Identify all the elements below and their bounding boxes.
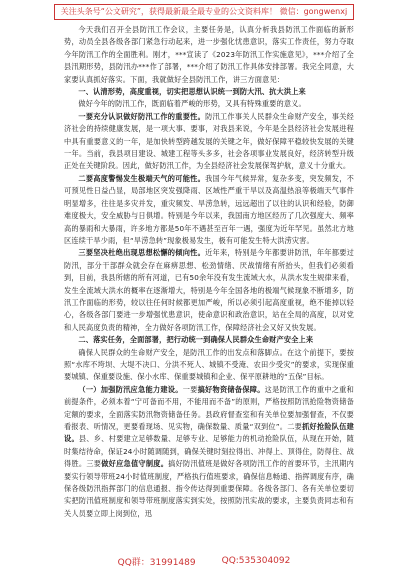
- point-1: [64, 111, 354, 173]
- section-heading-2: 二、落实任务，全面部署，把行动统一到确保人民群众生命财产安全上来: [78, 335, 314, 345]
- subsection-1-lead-3: 三要: [86, 459, 102, 469]
- qq-contact-text: QQ:535304092: [221, 556, 291, 566]
- point-2-title: 二要高度警惕发生极端天气的可能性。: [78, 173, 206, 183]
- point-3: [64, 247, 354, 334]
- subsection-1-item-3-title: 做好应急值守制度。: [101, 459, 169, 469]
- subsection-1-item-2-title: 抓好抢险队伍建设。: [64, 422, 354, 444]
- subsection-1: [64, 384, 354, 520]
- point-3-text: 近年来，特别是今年都要讲防汛，年年都要过防汛，部分干部群众就会存在麻痹思想、松劲情绪、厌战情绪有所抬头，但我们必须看到，目前，我县所辖的所有河道，已有50余年没有发生流域大水，从洪水发生规律来看，发生全流域大洪水的概率在逐渐增大，特别是今年全国各地的极端气候现象不断增多，防汛工作面临的形势，较以往任何时候都更加严峻，所以必须引起高度重视，绝不能掉以轻心，各级各部门要进一步增强忧患意识，使命意识和政治意识，站在全局的高度，以对党和人民高度负责的精神，全力做好各项防汛工作，保障经济社会又好又快发展。: [64, 248, 354, 332]
- document-body: [64, 24, 354, 554]
- footer-banner: [0, 552, 408, 570]
- point-1-text: 防汛工作事关人民群众生命财产安全，事关经济社会的持续健康发展，是一项大事、要事，对我县来说，今年是全县经济社会发展进程中具有重要意义的一年，是加快转型跨越发展的关键之年，做好保障平稳较快发展的关键一年。当前，我县项目建设、城建工程等头多多，社会各项事业发展良好，经济转型升级正处在关键阶段。因此，做好防汛工作，为全县经济社会发展保驾护航，意义十分重大。: [64, 111, 354, 171]
- subsection-1-item-title: 搞好物资储备保障。: [197, 384, 265, 394]
- point-2-text: 我国今年气候异常，复杂多变，突发频发，不可预见性日益凸显，局部地区突发强降雨、区域性严重干旱以及高温热浪等极端天气事件明显增多，往往是多灾并发，重灾频发、旱涝急转，远远超出了以往的认识和经验，防御难度极大，安全威胁与日俱增。特别是今年以来，我国南方地区经历了几次强度大、频率高的暴雨和大暴雨，许多地方都是50年不遇甚至百年一遇，强度为近年罕见。虽然北方地区连续干旱少雨，但“旱涝急转”现象极易发生，极有可能发生特大洪涝灾害。: [64, 173, 354, 245]
- point-3-title: 三要坚决杜绝出现思想松懈的倾向性。: [78, 248, 206, 258]
- section-1-intro: 做好今年的防汛工作，既面临着严峻的形势，又具有特殊重要的意义。: [78, 99, 306, 109]
- top-banner: [0, 2, 408, 22]
- promo-banner-text: 关注头条号“公文研究”，获得最新最全最专业的公文资料库！ 微信：gongwenxj: [54, 4, 354, 20]
- subsection-1-lead: 一要: [182, 384, 198, 394]
- subsection-1-title: （一）加强防汛应急能力建设。: [78, 384, 183, 394]
- point-1-title: 一要充分认识做好防汛工作的重要性。: [78, 111, 206, 121]
- subsection-1-text-2: 县、乡、村要建立足够数量、足够专业、足够能力的机动抢险队伍，从现在开始，随时集结待命，保证24小时随调随到，确保关键时刻拉得出、冲得上、顶得住，防得住、战得胜。: [64, 434, 354, 469]
- section-2-intro: 确保人民群众的生命财产安全，是防汛工作的出发点和落脚点。在这个前提下，要按照“水库不垮坝、大堤不决口、分洪不死人、城镇不受淹、农田少受灾”的要求，实现保重要城镇、保重要设施、保小水库、保重要城镇和企业、保平原耕地的“五保”目标。: [64, 347, 354, 382]
- point-2: [64, 173, 354, 247]
- qq-group-text: QQ群：31991489: [117, 557, 196, 568]
- subsection-1-lead-2: 二要: [287, 422, 303, 431]
- subsection-1-text: 这是防汛工作的重中之重和前提条件，必须本着“宁可备而不用，不能用而不备”的原则，严格按照防汛抢险物资储备定额的要求，全面落实防汛物资储备任务。县政府督查室和有关单位要加强督查，不仅要看报表、听情况，更要看现场、见实物，确保数量、质量“双到位”。: [64, 384, 354, 431]
- section-heading-1: 一、认清形势，高度重视，切实把思想认识统一到防大汛、抗大洪上来: [78, 87, 306, 97]
- subsection-1-text-3: 搞好防汛值班是做好各项防汛工作的首要环节，主汛期内要实行领导带班24小时值班制度，严格执行值班要求，确保信息畅通、指挥调度有序，确保各级防汛指挥部门的信息通报、指令传达得到重要保障。各级各部门、各有关单位要切实把防汛值班制度和领导带班制度落实到实处，按照防汛实战的要求，主要负责同志和有关人员要立即上岗到位，迅: [64, 459, 355, 518]
- intro-paragraph: 今天我们召开全县防汛工作会议，主要任务是，认真分析我县防汛工作面临的新形势，动员全县各级各部门紧急行动起来，进一步强化忧患意识，落实工作责任，努力夺取今年防汛工作的全面胜利。刚才，***宣读了《2023年防汛工作实施意见》，***介绍了全县汛期形势，县防汛办***作了部署，***介绍了防汛工作具体安排部署。我完全同意，大家要认真抓好落实。下面，我就做好全县防汛工作，讲三方面意见：: [64, 25, 354, 84]
